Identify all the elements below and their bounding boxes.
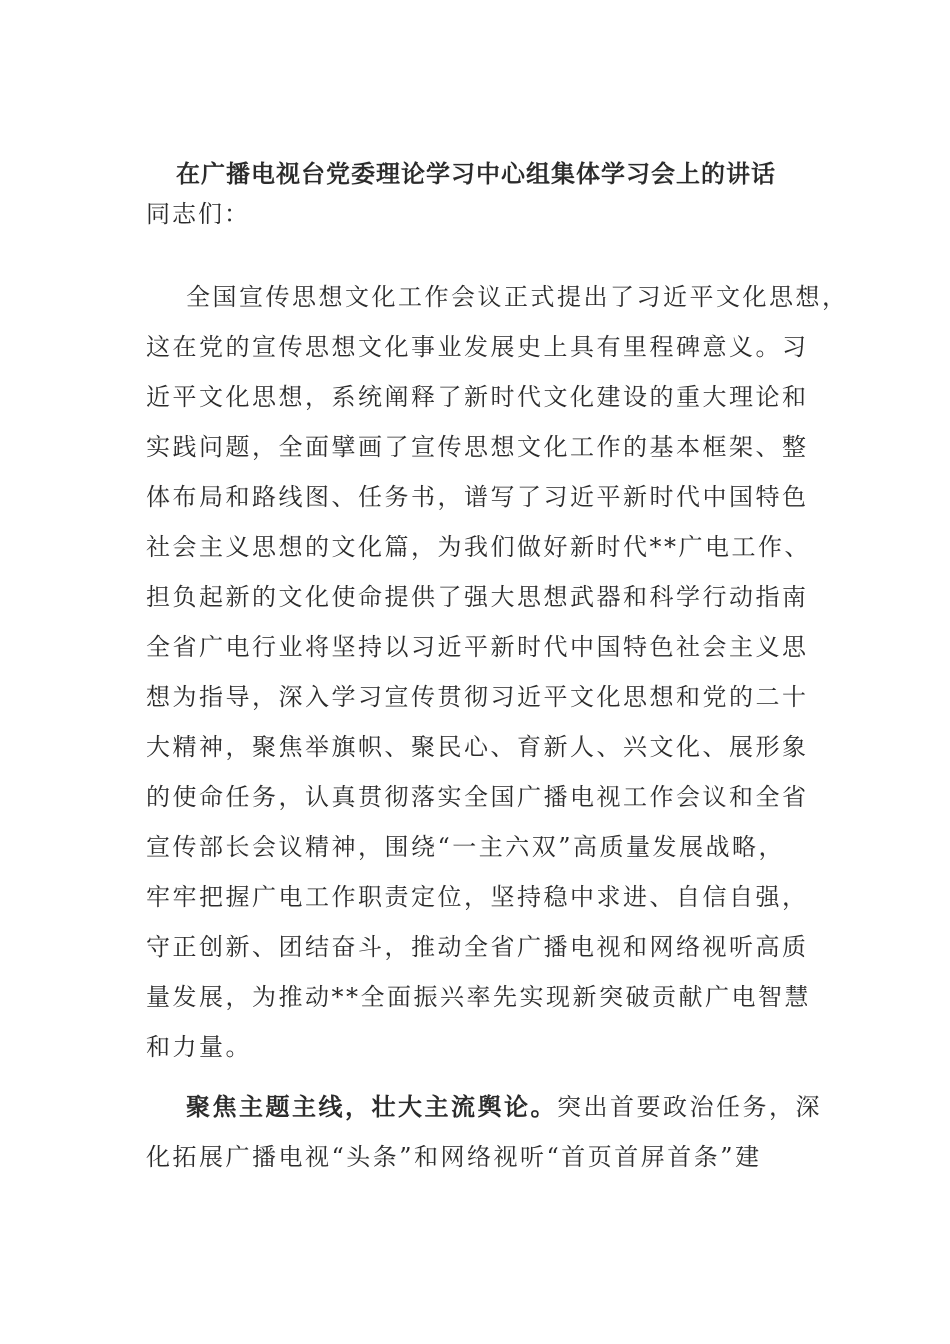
- paragraph-line: 全国宣传思想文化工作会议正式提出了习近平文化思想，: [186, 283, 849, 311]
- paragraph-line: 体布局和路线图、任务书，谱写了习近平新时代中国特色: [146, 483, 809, 511]
- paragraph-line: 这在党的宣传思想文化事业发展史上具有里程碑意义。习: [146, 333, 809, 361]
- paragraph-line: 和力量。: [146, 1033, 252, 1061]
- paragraph-line: 大精神，聚焦举旗帜、聚民心、育新人、兴文化、展形象: [146, 733, 809, 761]
- paragraph-line: 全省广电行业将坚持以习近平新时代中国特色社会主义思: [146, 633, 809, 661]
- paragraph-text: 突出首要政治任务，深: [557, 1093, 822, 1121]
- paragraph-line: 牢牢把握广电工作职责定位，坚持稳中求进、自信自强，: [146, 883, 809, 911]
- paragraph-line: 实践问题，全面擘画了宣传思想文化工作的基本框架、整: [146, 433, 809, 461]
- paragraph-1: [146, 272, 849, 1072]
- paragraph-line: [146, 1082, 822, 1132]
- salutation: 同志们：: [146, 200, 250, 228]
- paragraph-line: 化拓展广播电视“头条”和网络视听“首页首屏首条”建: [146, 1143, 762, 1171]
- paragraph-line: 近平文化思想，系统阐释了新时代文化建设的重大理论和: [146, 383, 809, 411]
- paragraph-2: [146, 1082, 822, 1182]
- section-heading: 聚焦主题主线，壮大主流舆论。: [186, 1092, 557, 1121]
- paragraph-line: 量发展，为推动**全面振兴率先实现新突破贡献广电智慧: [146, 983, 811, 1011]
- paragraph-line: 社会主义思想的文化篇，为我们做好新时代**广电工作、: [146, 533, 811, 561]
- paragraph-line: 想为指导，深入学习宣传贯彻习近平文化思想和党的二十: [146, 683, 809, 711]
- paragraph-line: 守正创新、团结奋斗，推动全省广播电视和网络视听高质: [146, 933, 809, 961]
- paragraph-line: 的使命任务，认真贯彻落实全国广播电视工作会议和全省: [146, 783, 809, 811]
- paragraph-line: 宣传部长会议精神，围绕“一主六双”高质量发展战略，: [146, 833, 786, 861]
- paragraph-line: 担负起新的文化使命提供了强大思想武器和科学行动指南: [146, 583, 809, 611]
- document-title: 在广播电视台党委理论学习中心组集体学习会上的讲话: [176, 159, 776, 188]
